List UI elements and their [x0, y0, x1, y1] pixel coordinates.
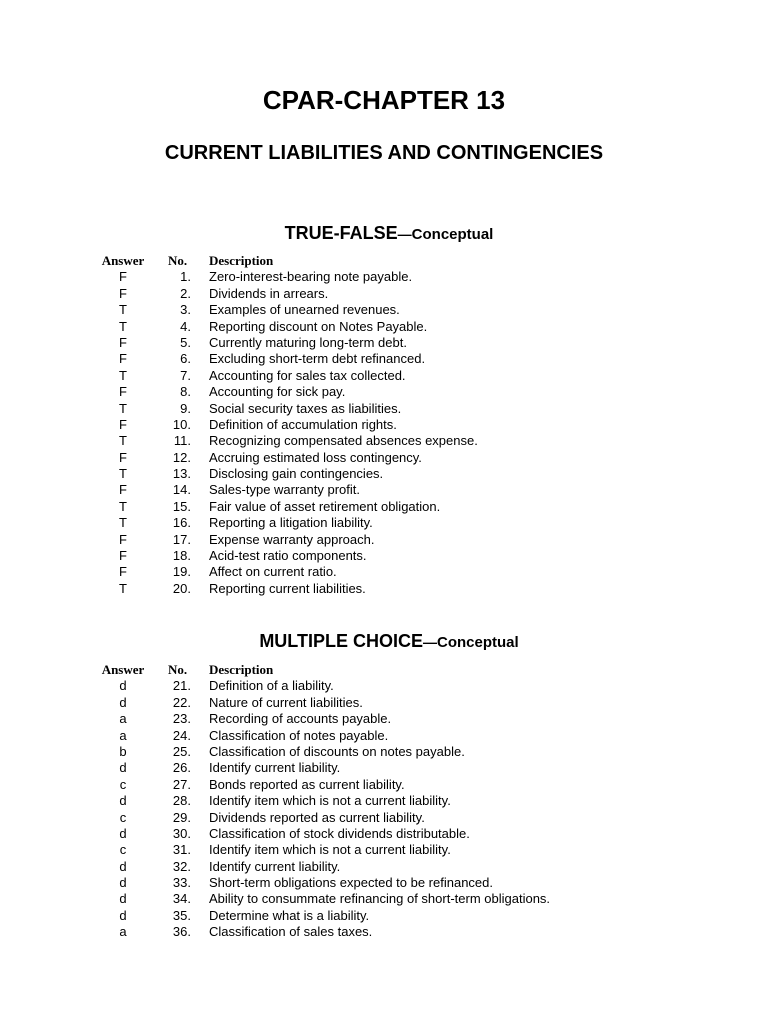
answer-cell: T: [119, 433, 127, 449]
answer-cell: F: [119, 351, 127, 367]
description-cell: Accounting for sales tax collected.: [209, 367, 406, 383]
description-cell: Determine what is a liability.: [209, 907, 370, 923]
number-cell: 4.: [180, 318, 191, 334]
description-column-header: Description: [209, 253, 274, 268]
description-cell: Affect on current ratio.: [209, 564, 337, 580]
description-cell: Classification of stock dividends distributable.: [209, 825, 470, 841]
number-cell: 34.: [172, 891, 191, 907]
number-cell: 36.: [172, 924, 191, 940]
section-heading-true-false: [0, 222, 768, 246]
description-cell: Definition of a liability.: [209, 678, 334, 694]
number-cell: 8.: [180, 384, 191, 400]
answer-cell: d: [119, 891, 127, 907]
answer-cell: d: [119, 907, 127, 923]
description-cell: Classification of sales taxes.: [209, 924, 373, 940]
answer-cell: d: [119, 825, 127, 841]
answer-cell: F: [119, 482, 127, 498]
answer-cell: d: [119, 875, 127, 891]
answer-cell: F: [119, 334, 127, 350]
description-cell: Reporting a litigation liability.: [209, 515, 373, 531]
description-cell: Accounting for sick pay.: [209, 384, 346, 400]
answer-cell: b: [119, 743, 127, 759]
answer-cell: T: [119, 580, 127, 596]
number-cell: 23.: [172, 711, 191, 727]
answer-column-header: Answer: [101, 662, 145, 677]
description-cell: Nature of current liabilities.: [209, 694, 363, 710]
description-cell: Currently maturing long-term debt.: [209, 334, 407, 350]
number-cell: 25.: [172, 743, 191, 759]
section-heading-multiple-choice: [0, 630, 768, 654]
number-cell: 30.: [172, 825, 191, 841]
answer-cell: d: [119, 793, 127, 809]
answer-column-header: Answer: [101, 253, 145, 268]
answer-cell: c: [119, 809, 127, 825]
number-cell: 9.: [180, 400, 191, 416]
answer-cell: T: [119, 367, 127, 383]
number-cell: 32.: [172, 858, 191, 874]
page-title: CPAR-CHAPTER 13: [262, 85, 506, 115]
answer-cell: F: [119, 564, 127, 580]
number-cell: 13.: [172, 466, 191, 482]
description-cell: Dividends reported as current liability.: [209, 809, 425, 825]
answer-cell: T: [119, 318, 127, 334]
number-cell: 16.: [172, 515, 191, 531]
answer-cell: F: [119, 449, 127, 465]
number-cell: 7.: [180, 367, 191, 383]
section-heading-main: MULTIPLE CHOICE: [259, 631, 423, 651]
description-cell: Zero-interest-bearing note payable.: [209, 269, 413, 285]
description-cell: Dividends in arrears.: [209, 285, 329, 301]
number-cell: 19.: [172, 564, 191, 580]
answer-cell: d: [119, 694, 127, 710]
section-heading-main: TRUE-FALSE: [284, 223, 398, 243]
section-heading-dash: —: [397, 226, 412, 242]
number-cell: 24.: [172, 727, 191, 743]
answer-cell: T: [119, 466, 127, 482]
number-cell: 15.: [172, 498, 191, 514]
number-cell: 20.: [172, 580, 191, 596]
description-cell: Examples of unearned revenues.: [209, 302, 400, 318]
answer-cell: a: [119, 924, 127, 940]
answer-cell: c: [119, 842, 127, 858]
number-cell: 5.: [180, 334, 191, 350]
description-cell: Recognizing compensated absences expense.: [209, 433, 478, 449]
answer-cell: F: [119, 531, 127, 547]
number-cell: 12.: [172, 449, 191, 465]
description-cell: Reporting current liabilities.: [209, 580, 366, 596]
answer-cell: T: [119, 498, 127, 514]
answer-cell: T: [119, 302, 127, 318]
section-heading-sub: Conceptual: [436, 634, 519, 651]
section-heading-dash: —: [422, 634, 437, 650]
number-cell: 27.: [172, 776, 191, 792]
answer-cell: F: [119, 285, 127, 301]
number-cell: 18.: [172, 548, 191, 564]
number-cell: 3.: [180, 302, 191, 318]
description-cell: Disclosing gain contingencies.: [209, 466, 384, 482]
answer-cell: a: [119, 711, 127, 727]
description-cell: Sales-type warranty profit.: [209, 482, 361, 498]
number-column-header: No.: [168, 253, 188, 268]
description-cell: Classification of notes payable.: [209, 727, 389, 743]
number-cell: 35.: [172, 907, 191, 923]
description-cell: Definition of accumulation rights.: [209, 416, 397, 432]
description-cell: Acid-test ratio components.: [209, 548, 367, 564]
description-cell: Accruing estimated loss contingency.: [209, 449, 422, 465]
description-cell: Fair value of asset retirement obligation.: [209, 498, 441, 514]
number-cell: 28.: [172, 793, 191, 809]
number-cell: 2.: [180, 285, 191, 301]
number-cell: 31.: [172, 842, 191, 858]
description-cell: Social security taxes as liabilities.: [209, 400, 402, 416]
number-cell: 26.: [172, 760, 191, 776]
number-cell: 11.: [173, 433, 191, 449]
description-cell: Expense warranty approach.: [209, 531, 375, 547]
answer-cell: F: [119, 384, 127, 400]
description-cell: Reporting discount on Notes Payable.: [209, 318, 428, 334]
description-cell: Classification of discounts on notes payable.: [209, 743, 465, 759]
answer-cell: T: [119, 400, 127, 416]
number-cell: 29.: [172, 809, 191, 825]
number-cell: 33.: [172, 875, 191, 891]
answer-cell: d: [119, 858, 127, 874]
number-column-header: No.: [168, 662, 188, 677]
section-heading-sub: Conceptual: [411, 226, 494, 243]
description-cell: Excluding short-term debt refinanced.: [209, 351, 426, 367]
answer-cell: d: [119, 678, 127, 694]
number-cell: 17.: [172, 531, 191, 547]
description-cell: Recording of accounts payable.: [209, 711, 392, 727]
answer-cell: d: [119, 760, 127, 776]
answer-cell: F: [119, 269, 127, 285]
description-cell: Bonds reported as current liability.: [209, 776, 405, 792]
description-column-header: Description: [209, 662, 274, 677]
answer-cell: c: [119, 776, 127, 792]
number-cell: 6.: [180, 351, 191, 367]
answer-cell: T: [119, 515, 127, 531]
number-cell: 14.: [172, 482, 191, 498]
description-cell: Ability to consummate refinancing of short-term obligations.: [209, 891, 551, 907]
answer-cell: a: [119, 727, 127, 743]
number-cell: 22.: [172, 694, 191, 710]
number-cell: 21.: [172, 678, 191, 694]
answer-cell: F: [119, 416, 127, 432]
description-cell: Identify item which is not a current liability.: [209, 842, 451, 858]
description-cell: Identify current liability.: [209, 760, 341, 776]
description-cell: Identify item which is not a current liability.: [209, 793, 451, 809]
number-cell: 10.: [172, 416, 191, 432]
description-cell: Identify current liability.: [209, 858, 341, 874]
description-cell: Short-term obligations expected to be refinanced.: [209, 875, 494, 891]
answer-cell: F: [119, 548, 127, 564]
page-subtitle: CURRENT LIABILITIES AND CONTINGENCIES: [164, 142, 604, 164]
number-cell: 1.: [180, 269, 191, 285]
